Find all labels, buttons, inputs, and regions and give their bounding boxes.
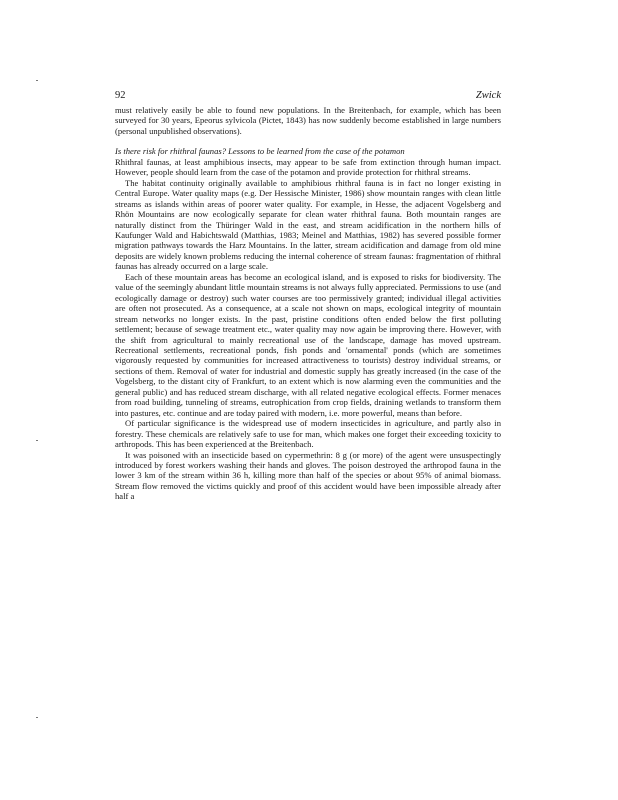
paragraph: Rhithral faunas, at least amphibious insects, may appear to be safe from extinction through human impact. However, people should learn from the case of the potamon and provide protection for rhithral streams. xyxy=(115,156,501,178)
page-number: 92 xyxy=(115,90,126,101)
document-page xyxy=(115,90,501,502)
paragraph: It was poisoned with an insecticide based on cypermethrin: 8 g (or more) of the agent were unsuspectingly introduced by forest workers washing their hands and gloves. The poison destroyed the arthropod fauna in the lower 3 km of the stream within 36 h, killing more than half of the species or about 95% of animal biomass. Stream flow removed the victims quickly and proof of this accident would have been impossible already after half a xyxy=(115,449,501,502)
section-heading: Is there risk for rhithral faunas? Lessons to be learned from the case of the potamon xyxy=(115,146,405,157)
scan-mark xyxy=(36,440,38,441)
paragraph: Of particular significance is the widespread use of modern insecticides in agriculture, and partly also in forestry. These chemicals are relatively safe to use for man, which makes one forget their exceeding toxicity to arthropods. This has been experienced at the Breitenbach. xyxy=(115,418,501,450)
running-header xyxy=(115,90,501,101)
scan-mark xyxy=(36,717,38,718)
paragraph-continuation: must relatively easily be able to found new populations. In the Breitenbach, for example, which has been surveyed for 30 years, Epeorus sylvicola (Pictet, 1843) has now suddenly become established in large numbers (personal unpublished observations). xyxy=(115,105,501,136)
running-author: Zwick xyxy=(475,90,501,101)
paragraph: Each of these mountain areas has become an ecological island, and is exposed to risks for biodiversity. The value of the seemingly abundant little mountain streams is not always fully appreciated. Permissions to use (and ecologically damage or destroy) such water courses are too permissively granted; individual illegal activities are often not prosecuted. As a consequence, at a scale not shown on maps, ecological integrity of mountain stream networks no longer exists. In the past, pristine conditions often ended below the first polluting settlement; because of sewage treatment etc., water quality may now again be improving there. However, with the shift from agricultural to mainly recreational use of the landscape, damage has moved upstream. Recreational settlements, recreational ponds, fish ponds and 'ornamental' ponds (which are sometimes vigorously requested by communities for increased attractiveness to tourists) destroy individual streams, or sections of them. Removal of water for industrial and domestic supply has greatly increased (in the case of the Vogelsberg, to the distant city of Frankfurt, to an extent which is now alarming even the communities and the general public) and has reduced stream discharge, with all related negative ecological effects. Former menaces from road building, tunneling of streams, eutrophication from crop fields, draining wetlands to transform them into pastures, etc. continue and are today paired with modern, i.e. more powerful, means than before. xyxy=(115,271,501,418)
paragraph: The habitat continuity originally available to amphibious rhithral fauna is in fact no longer existing in Central Europe. Water quality maps (e.g. Der Hessische Minister, 1986) show mountain ranges with clean little streams as islands within areas of poorer water quality. For example, in Hesse, the adjacent Vogelsberg and Rhön Mountains are now ecologically separate for clean water rhithral fauna. Both mountain ranges are naturally distinct from the Thüringer Wald in the east, and stream acidification in the northern hills of Kaufunger Wald and Habichtswald (Matthias, 1983; Meinel and Matthias, 1982) has severed possible former migration pathways towards the Harz Mountains. In the latter, stream acidification and damage from old mine deposits are widely known problems reducing the internal coherence of stream faunas: fragmentation of rhithral faunas has already occurred on a large scale. xyxy=(115,177,501,272)
scan-mark xyxy=(36,80,38,81)
